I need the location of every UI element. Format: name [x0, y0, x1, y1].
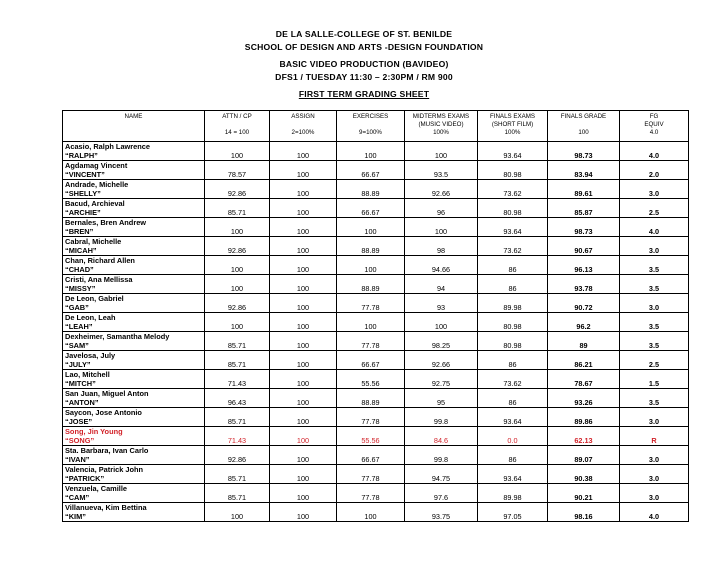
attendance-cell: 100: [205, 142, 270, 161]
course-title: BASIC VIDEO PRODUCTION (BAVIDEO): [279, 59, 449, 69]
finals-grade-cell: 98.73: [548, 218, 620, 237]
student-name-cell: [63, 180, 205, 199]
finals-grade-cell: 86.21: [548, 351, 620, 370]
fg-equiv-cell: R: [620, 427, 689, 446]
student-name: Javelosa, July: [65, 351, 116, 360]
attendance-cell: 92.86: [205, 180, 270, 199]
finals-grade-cell: 90.72: [548, 294, 620, 313]
student-nickname: “PATRICK”: [65, 474, 105, 483]
midterms-cell: 98.25: [405, 332, 478, 351]
column-header: [620, 111, 689, 142]
column-header-sub1: [205, 121, 269, 129]
attendance-cell: 100: [205, 503, 270, 522]
assign-cell: 100: [270, 237, 337, 256]
column-header-sub1: (SHORT FILM): [491, 121, 534, 128]
assign-cell: 100: [270, 351, 337, 370]
exercises-cell: 77.78: [337, 408, 405, 427]
fg-equiv-cell: 1.5: [620, 370, 689, 389]
attendance-cell: 78.57: [205, 161, 270, 180]
student-nickname: “JOSE”: [65, 417, 93, 426]
attendance-cell: 96.43: [205, 389, 270, 408]
student-name: Sta. Barbara, Ivan Carlo: [65, 446, 149, 455]
exercises-cell: 66.67: [337, 446, 405, 465]
finals-exam-cell: 86: [478, 446, 548, 465]
assign-cell: 100: [270, 332, 337, 351]
assign-cell: 100: [270, 503, 337, 522]
assign-cell: 100: [270, 427, 337, 446]
assign-cell: 100: [270, 408, 337, 427]
assign-cell: 100: [270, 370, 337, 389]
finals-exam-cell: 86: [478, 256, 548, 275]
student-nickname: “JULY”: [65, 360, 91, 369]
exercises-cell: 77.78: [337, 484, 405, 503]
column-header-sub2: 100%: [504, 129, 521, 136]
student-name-cell: [63, 199, 205, 218]
fg-equiv-cell: 2.5: [620, 351, 689, 370]
exercises-cell: 100: [337, 142, 405, 161]
finals-exam-cell: 86: [478, 389, 548, 408]
midterms-cell: 100: [405, 142, 478, 161]
table-row: [63, 446, 689, 465]
student-nickname: “IVAN”: [65, 455, 90, 464]
student-name-cell: [63, 142, 205, 161]
student-name-cell: [63, 370, 205, 389]
fg-equiv-cell: 3.0: [620, 484, 689, 503]
student-nickname: “CHAD”: [65, 265, 94, 274]
finals-grade-cell: 89: [548, 332, 620, 351]
sheet-title: FIRST TERM GRADING SHEET: [298, 89, 430, 99]
student-nickname: “ANTON”: [65, 398, 99, 407]
student-name-cell: [63, 218, 205, 237]
fg-equiv-cell: 3.5: [620, 313, 689, 332]
column-header-label: ASSIGN: [291, 113, 315, 120]
attendance-cell: 85.71: [205, 465, 270, 484]
assign-cell: 100: [270, 142, 337, 161]
midterms-cell: 97.6: [405, 484, 478, 503]
finals-grade-cell: 93.78: [548, 275, 620, 294]
finals-grade-cell: 83.94: [548, 161, 620, 180]
column-header-label: NAME: [124, 113, 143, 120]
student-name-cell: [63, 408, 205, 427]
finals-exam-cell: 80.98: [478, 199, 548, 218]
student-nickname: “KIM”: [65, 512, 86, 521]
student-name-cell: [63, 389, 205, 408]
assign-cell: 100: [270, 180, 337, 199]
attendance-cell: 100: [205, 275, 270, 294]
attendance-cell: 85.71: [205, 408, 270, 427]
finals-exam-cell: 93.64: [478, 218, 548, 237]
student-name-cell: [63, 503, 205, 522]
table-row: [63, 275, 689, 294]
finals-exam-cell: 89.98: [478, 294, 548, 313]
attendance-cell: 85.71: [205, 332, 270, 351]
assign-cell: 100: [270, 294, 337, 313]
section-schedule: DFS1 / TUESDAY 11:30 – 2:30PM / RM 900: [275, 72, 453, 82]
fg-equiv-cell: 4.0: [620, 503, 689, 522]
student-name-cell: [63, 256, 205, 275]
student-nickname: “VINCENT”: [65, 170, 105, 179]
assign-cell: 100: [270, 275, 337, 294]
midterms-cell: 93.75: [405, 503, 478, 522]
student-name-cell: [63, 484, 205, 503]
fg-equiv-cell: 2.0: [620, 161, 689, 180]
midterms-cell: 92.66: [405, 180, 478, 199]
student-nickname: “CAM”: [65, 493, 90, 502]
midterms-cell: 84.6: [405, 427, 478, 446]
column-header-sub2: 2=100%: [291, 129, 315, 136]
student-nickname: “GAB”: [65, 303, 89, 312]
finals-grade-cell: 62.13: [548, 427, 620, 446]
finals-grade-cell: 89.61: [548, 180, 620, 199]
midterms-cell: 92.66: [405, 351, 478, 370]
assign-cell: 100: [270, 484, 337, 503]
attendance-cell: 92.86: [205, 294, 270, 313]
column-header-label: MIDTERMS EXAMS: [412, 113, 470, 120]
assign-cell: 100: [270, 199, 337, 218]
student-name: Agdamag Vincent: [65, 161, 128, 170]
fg-equiv-cell: 3.5: [620, 275, 689, 294]
finals-grade-cell: 85.87: [548, 199, 620, 218]
student-name-cell: [63, 351, 205, 370]
attendance-cell: 85.71: [205, 351, 270, 370]
table-row: [63, 351, 689, 370]
student-nickname: “BREN”: [65, 227, 94, 236]
student-name: Lao, Mitchell: [65, 370, 110, 379]
column-header: [205, 111, 270, 142]
exercises-cell: 66.67: [337, 351, 405, 370]
midterms-cell: 100: [405, 218, 478, 237]
midterms-cell: 99.8: [405, 408, 478, 427]
fg-equiv-cell: 2.5: [620, 199, 689, 218]
fg-equiv-cell: 4.0: [620, 142, 689, 161]
student-name-cell: [63, 465, 205, 484]
column-header-sub2: 100: [578, 129, 589, 136]
table-row: [63, 465, 689, 484]
student-name-cell: [63, 427, 205, 446]
midterms-cell: 93: [405, 294, 478, 313]
column-header-sub1: [337, 121, 404, 129]
finals-grade-cell: 78.67: [548, 370, 620, 389]
finals-grade-cell: 90.38: [548, 465, 620, 484]
attendance-cell: 100: [205, 218, 270, 237]
student-name: Cabral, Michelle: [65, 237, 122, 246]
column-header: [337, 111, 405, 142]
student-nickname: “MISSY”: [65, 284, 96, 293]
exercises-cell: 77.78: [337, 294, 405, 313]
grading-table: [62, 110, 689, 522]
student-name: Dexheimer, Samantha Melody: [65, 332, 170, 341]
finals-exam-cell: 97.05: [478, 503, 548, 522]
attendance-cell: 85.71: [205, 199, 270, 218]
table-row: [63, 237, 689, 256]
midterms-cell: 98: [405, 237, 478, 256]
finals-exam-cell: 80.98: [478, 332, 548, 351]
table-row: [63, 427, 689, 446]
column-header-sub1: [548, 121, 619, 129]
header-row: [63, 111, 689, 142]
column-header-label: FINALS EXAMS: [489, 113, 536, 120]
finals-grade-cell: 96.2: [548, 313, 620, 332]
column-header-label: ATTN / CP: [222, 113, 252, 120]
finals-grade-cell: 90.67: [548, 237, 620, 256]
attendance-cell: 85.71: [205, 484, 270, 503]
fg-equiv-cell: 3.0: [620, 180, 689, 199]
midterms-cell: 93.5: [405, 161, 478, 180]
midterms-cell: 100: [405, 313, 478, 332]
table-row: [63, 313, 689, 332]
column-header-sub1: [270, 121, 336, 129]
assign-cell: 100: [270, 218, 337, 237]
fg-equiv-cell: 4.0: [620, 218, 689, 237]
exercises-cell: 100: [337, 256, 405, 275]
finals-exam-cell: 0.0: [478, 427, 548, 446]
fg-equiv-cell: 3.0: [620, 294, 689, 313]
assign-cell: 100: [270, 313, 337, 332]
attendance-cell: 92.86: [205, 446, 270, 465]
column-header-label: FINALS GRADE: [560, 113, 607, 120]
department-title: SCHOOL OF DESIGN AND ARTS -DESIGN FOUNDATION: [244, 42, 484, 52]
exercises-cell: 100: [337, 503, 405, 522]
column-header-label: FG: [649, 113, 659, 120]
assign-cell: 100: [270, 446, 337, 465]
student-name-cell: [63, 332, 205, 351]
exercises-cell: 55.56: [337, 370, 405, 389]
column-header-label: EXERCISES: [352, 113, 389, 120]
table-row: [63, 370, 689, 389]
table-row: [63, 199, 689, 218]
finals-exam-cell: 86: [478, 351, 548, 370]
finals-exam-cell: 93.64: [478, 465, 548, 484]
student-name: Valencia, Patrick John: [65, 465, 144, 474]
student-name-cell: [63, 161, 205, 180]
column-header: [405, 111, 478, 142]
student-name: Chan, Richard Allen: [65, 256, 135, 265]
finals-exam-cell: 80.98: [478, 161, 548, 180]
student-name: Venzuela, Camille: [65, 484, 128, 493]
student-name: San Juan, Miguel Anton: [65, 389, 149, 398]
table-row: [63, 389, 689, 408]
assign-cell: 100: [270, 389, 337, 408]
column-header-sub2: [63, 129, 204, 137]
column-header: [548, 111, 620, 142]
column-header-sub2: 100%: [433, 129, 449, 136]
student-name: Saycon, Jose Antonio: [65, 408, 142, 417]
exercises-cell: 77.78: [337, 332, 405, 351]
column-header-sub1: EQUIV: [644, 121, 664, 128]
midterms-cell: 94.66: [405, 256, 478, 275]
fg-equiv-cell: 3.5: [620, 256, 689, 275]
finals-exam-cell: 89.98: [478, 484, 548, 503]
midterms-cell: 92.75: [405, 370, 478, 389]
table-row: [63, 161, 689, 180]
table-row: [63, 256, 689, 275]
finals-grade-cell: 89.86: [548, 408, 620, 427]
column-header-sub2: 4.0: [649, 129, 659, 136]
fg-equiv-cell: 3.0: [620, 446, 689, 465]
assign-cell: 100: [270, 161, 337, 180]
student-name: De Leon, Leah: [65, 313, 116, 322]
student-name-cell: [63, 446, 205, 465]
student-name-cell: [63, 294, 205, 313]
finals-exam-cell: 73.62: [478, 180, 548, 199]
finals-grade-cell: 96.13: [548, 256, 620, 275]
column-header: [270, 111, 337, 142]
exercises-cell: 88.89: [337, 275, 405, 294]
exercises-cell: 88.89: [337, 237, 405, 256]
finals-exam-cell: 73.62: [478, 237, 548, 256]
student-nickname: “MICAH”: [65, 246, 97, 255]
column-header: [478, 111, 548, 142]
student-name: De Leon, Gabriel: [65, 294, 124, 303]
fg-equiv-cell: 3.0: [620, 237, 689, 256]
exercises-cell: 77.78: [337, 465, 405, 484]
column-header-sub2: 9=100%: [359, 129, 382, 136]
midterms-cell: 96: [405, 199, 478, 218]
student-name: Bacud, Archieval: [65, 199, 125, 208]
student-name: Cristi, Ana Mellissa: [65, 275, 133, 284]
exercises-cell: 88.89: [337, 389, 405, 408]
student-name: Villanueva, Kim Bettina: [65, 503, 147, 512]
attendance-cell: 92.86: [205, 237, 270, 256]
column-header: [63, 111, 205, 142]
exercises-cell: 100: [337, 313, 405, 332]
column-header-sub1: (MUSIC VIDEO): [418, 121, 464, 128]
table-row: [63, 484, 689, 503]
exercises-cell: 66.67: [337, 199, 405, 218]
midterms-cell: 95: [405, 389, 478, 408]
finals-grade-cell: 93.26: [548, 389, 620, 408]
student-nickname: “SHELLY”: [65, 189, 101, 198]
attendance-cell: 100: [205, 313, 270, 332]
table-row: [63, 142, 689, 161]
exercises-cell: 55.56: [337, 427, 405, 446]
finals-grade-cell: 98.16: [548, 503, 620, 522]
exercises-cell: 100: [337, 218, 405, 237]
student-name: Bernales, Bren Andrew: [65, 218, 147, 227]
student-nickname: “ARCHIE”: [65, 208, 101, 217]
table-row: [63, 503, 689, 522]
student-nickname: “LEAH”: [65, 322, 93, 331]
table-row: [63, 218, 689, 237]
student-nickname: “SONG”: [65, 436, 95, 445]
fg-equiv-cell: 3.0: [620, 465, 689, 484]
finals-grade-cell: 90.21: [548, 484, 620, 503]
midterms-cell: 99.8: [405, 446, 478, 465]
table-row: [63, 408, 689, 427]
finals-exam-cell: 80.98: [478, 313, 548, 332]
student-name: Andrade, Michelle: [65, 180, 129, 189]
fg-equiv-cell: 3.5: [620, 389, 689, 408]
finals-exam-cell: 73.62: [478, 370, 548, 389]
student-name-cell: [63, 275, 205, 294]
assign-cell: 100: [270, 465, 337, 484]
midterms-cell: 94.75: [405, 465, 478, 484]
exercises-cell: 66.67: [337, 161, 405, 180]
student-name-cell: [63, 313, 205, 332]
attendance-cell: 100: [205, 256, 270, 275]
finals-exam-cell: 86: [478, 275, 548, 294]
attendance-cell: 71.43: [205, 370, 270, 389]
column-header-sub2: 14 = 100: [224, 129, 250, 136]
student-nickname: “SAM”: [65, 341, 89, 350]
finals-exam-cell: 93.64: [478, 408, 548, 427]
student-name-cell: [63, 237, 205, 256]
assign-cell: 100: [270, 256, 337, 275]
finals-grade-cell: 89.07: [548, 446, 620, 465]
midterms-cell: 94: [405, 275, 478, 294]
fg-equiv-cell: 3.5: [620, 332, 689, 351]
student-nickname: “MITCH”: [65, 379, 96, 388]
finals-grade-cell: 98.73: [548, 142, 620, 161]
attendance-cell: 71.43: [205, 427, 270, 446]
table-row: [63, 332, 689, 351]
table-row: [63, 180, 689, 199]
finals-exam-cell: 93.64: [478, 142, 548, 161]
school-title: DE LA SALLE-COLLEGE OF ST. BENILDE: [275, 29, 453, 39]
student-name: Acasio, Ralph Lawrence: [65, 142, 151, 151]
student-nickname: “RALPH”: [65, 151, 98, 160]
table-row: [63, 294, 689, 313]
column-header-sub1: [63, 121, 204, 129]
student-name: Song, Jin Young: [65, 427, 123, 436]
exercises-cell: 88.89: [337, 180, 405, 199]
fg-equiv-cell: 3.0: [620, 408, 689, 427]
